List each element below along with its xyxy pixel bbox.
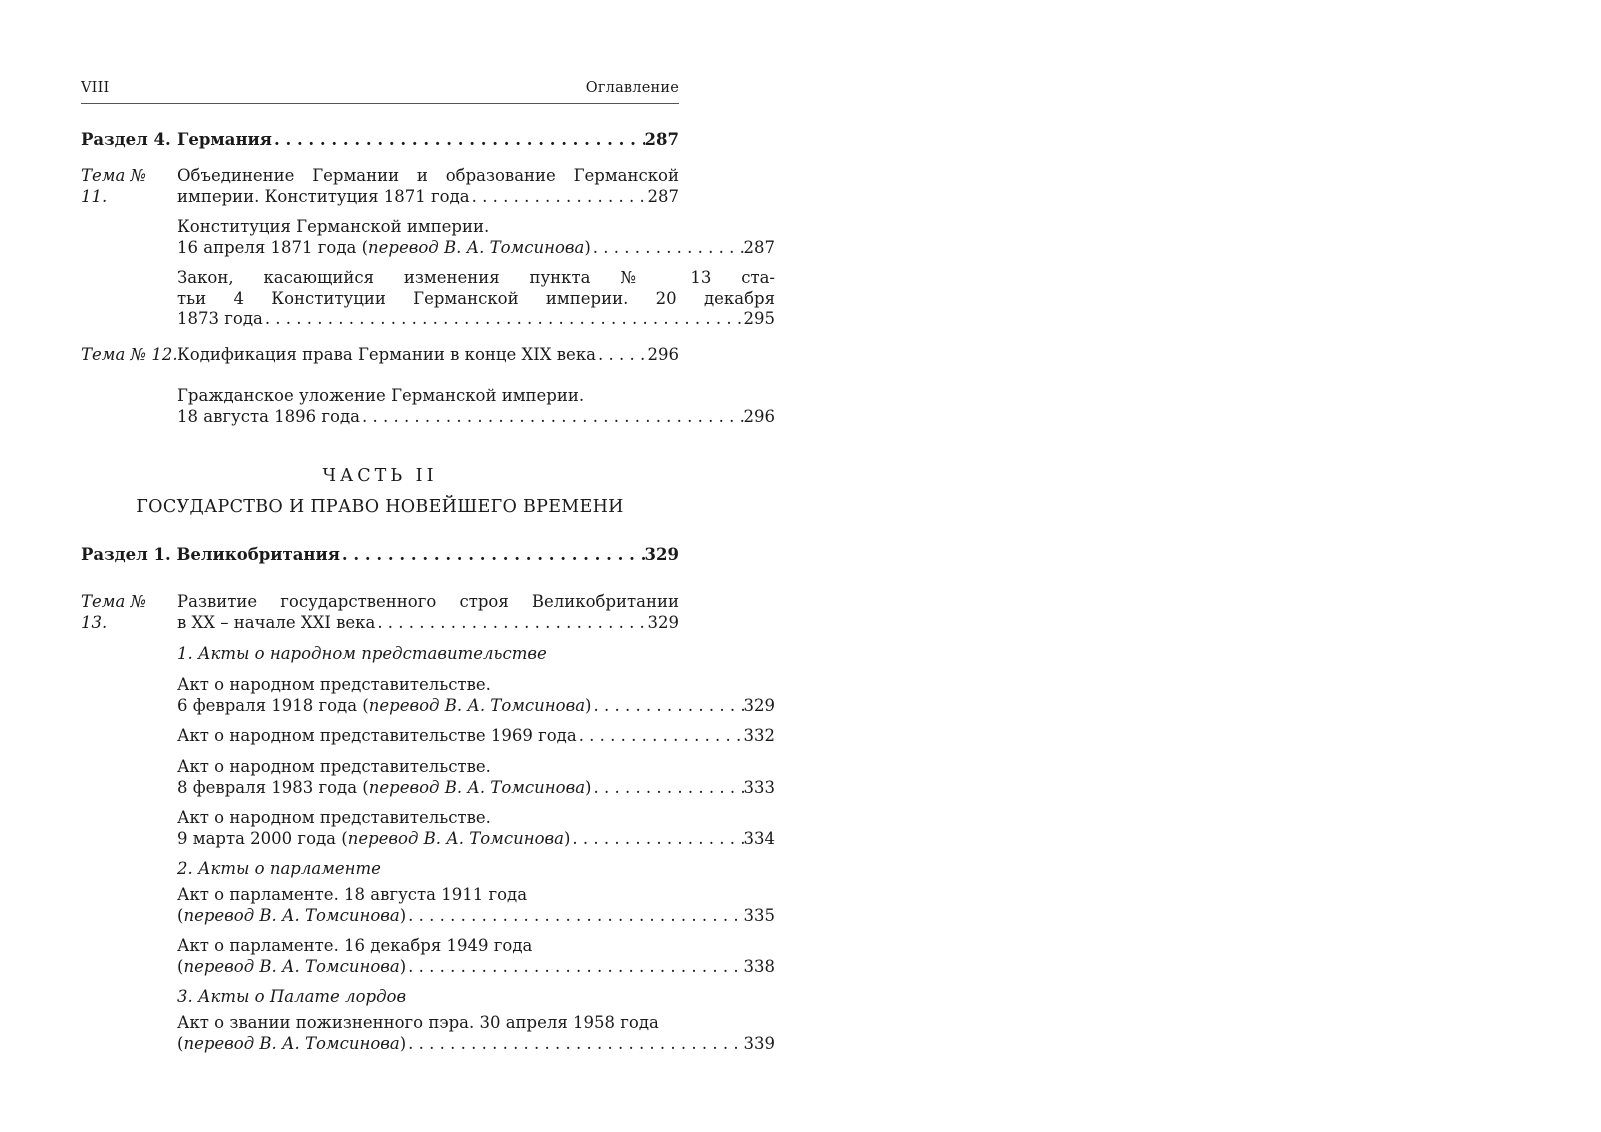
entry-line: 1873 года — [177, 309, 263, 328]
entry-text: 8 февраля 1983 года ( — [177, 777, 369, 797]
page-ref: 332 — [743, 726, 775, 745]
leader-dots — [406, 1034, 743, 1055]
toc-topic-12[interactable] — [81, 345, 679, 366]
part-label: ЧАСТЬ II — [322, 466, 438, 486]
toc-section-1[interactable] — [81, 545, 679, 566]
toc-topic-11[interactable] — [81, 166, 679, 207]
page-ref: 287 — [743, 237, 775, 257]
topic-title-line: Развитие государственного строя Великобритании — [177, 592, 679, 611]
topic-title: Кодификация права Германии в конце XIX века — [177, 345, 596, 364]
group-heading: 2. Акты о парламенте — [177, 859, 381, 878]
translator-note: перевод В. А. Томсинова — [368, 777, 586, 797]
entry-line: Акт о народном представительстве. — [177, 757, 491, 776]
section-title: Германия — [177, 130, 272, 149]
entry-text: 9 марта 2000 года ( — [177, 828, 348, 848]
group-heading: 3. Акты о Палате лордов — [177, 987, 407, 1006]
toc-topic-13[interactable] — [81, 592, 679, 633]
leader-dots — [272, 130, 645, 151]
entry-line: Гражданское уложение Германской империи. — [177, 386, 585, 405]
leader-dots — [570, 829, 743, 850]
section-title: Раздел 1. Великобритания — [81, 545, 340, 564]
entry-line: 18 августа 1896 года — [177, 406, 360, 426]
entry-line: Закон, касающийся изменения пункта № 13 ста- — [177, 268, 775, 287]
leader-dots — [591, 696, 743, 717]
page-ref: 296 — [647, 345, 679, 364]
entry-text: ( — [177, 1033, 184, 1053]
running-header — [81, 78, 679, 99]
leader-dots — [406, 957, 743, 978]
translator-note: перевод В. А. Томсинова — [183, 1033, 400, 1053]
page-ref: 329 — [743, 695, 775, 715]
page-ref: 287 — [644, 130, 679, 149]
toc-entry-constitution-1871[interactable] — [81, 217, 775, 258]
page-number: VIII — [81, 80, 110, 96]
leader-dots — [577, 726, 744, 747]
entry-text: ) — [585, 695, 592, 715]
section-label: Раздел 4. — [81, 130, 171, 149]
entry-line: тьи 4 Конституции Германской империи. 20 декабря — [177, 288, 775, 308]
entry-line: Акт о народном представительстве. — [177, 675, 491, 694]
page-ref: 339 — [743, 1033, 775, 1053]
page-ref: 335 — [743, 905, 775, 925]
entry-text: ) — [585, 777, 592, 797]
entry-line: Акт о звании пожизненного пэра. 30 апреля 1958 года — [177, 1013, 659, 1032]
entry-line: Конституция Германской империи. — [177, 217, 490, 236]
entry-text: ) — [563, 828, 571, 848]
toc-entry-law-1873[interactable] — [81, 268, 775, 330]
toc-entry-act-2000[interactable] — [81, 808, 775, 849]
entry-line: Акт о парламенте. 16 декабря 1949 года — [177, 936, 533, 955]
translator-note: перевод В. А. Томсинова — [183, 956, 400, 976]
toc-entry-civil-code[interactable] — [81, 386, 775, 427]
page-ref: 329 — [647, 612, 679, 632]
entry-line: Акт о народном представительстве. — [177, 808, 491, 827]
leader-dots — [360, 407, 744, 428]
leader-dots — [591, 238, 744, 259]
topic-label: Тема № 12. — [81, 345, 178, 364]
entry-text: ( — [177, 956, 184, 976]
toc-section-4[interactable] — [81, 130, 679, 151]
header-rule — [81, 103, 679, 104]
leader-dots — [340, 545, 645, 566]
topic-label: Тема № 11. — [81, 166, 147, 206]
translator-note: перевод В. А. Томсинова — [183, 905, 400, 925]
entry-line: Акт о народном представительстве 1969 года — [177, 726, 577, 745]
page-ref: 338 — [743, 956, 775, 976]
toc-entry-act-1983[interactable] — [81, 757, 775, 798]
entry-text: ) — [399, 956, 407, 976]
entry-text: ( — [177, 905, 184, 925]
leader-dots — [375, 613, 647, 634]
leader-dots — [470, 187, 648, 208]
group-heading: 1. Акты о народном представительстве — [177, 644, 547, 663]
entry-text: 6 февраля 1918 года ( — [177, 695, 369, 715]
entry-text: ) — [399, 1033, 407, 1053]
toc-entry-act-1918[interactable] — [81, 675, 775, 716]
page-ref: 295 — [743, 309, 775, 328]
page-ref: 334 — [743, 828, 775, 848]
leader-dots — [591, 778, 743, 799]
topic-title-line: империи. Конституция 1871 года — [177, 186, 470, 206]
translator-note: перевод В. А. Томсинова — [368, 237, 585, 257]
topic-title-line: в XX – начале XXI века — [177, 612, 376, 632]
page-ref: 296 — [743, 406, 775, 426]
page-ref: 333 — [743, 777, 775, 797]
leader-dots — [406, 906, 743, 927]
leader-dots — [596, 345, 648, 366]
page-ref: 287 — [647, 186, 679, 206]
entry-text: ) — [399, 905, 407, 925]
toc-entry-life-peerage-1958[interactable] — [81, 1013, 775, 1054]
part-title: ГОСУДАРСТВО И ПРАВО НОВЕЙШЕГО ВРЕМЕНИ — [136, 497, 624, 517]
topic-label: Тема № 13. — [81, 592, 147, 632]
translator-note: перевод В. А. Томсинова — [347, 828, 564, 848]
page-ref: 329 — [644, 545, 679, 564]
leader-dots — [263, 309, 744, 330]
toc-entry-act-1969[interactable] — [81, 726, 775, 747]
topic-title-line: Объединение Германии и образование Германской — [177, 166, 679, 185]
running-title: Оглавление — [585, 80, 679, 96]
toc-entry-parliament-1949[interactable] — [81, 936, 775, 977]
entry-line: Акт о парламенте. 18 августа 1911 года — [177, 885, 528, 904]
entry-text: 16 апреля 1871 года ( — [177, 237, 369, 257]
translator-note: перевод В. А. Томсинова — [368, 695, 586, 715]
toc-entry-parliament-1911[interactable] — [81, 885, 775, 926]
entry-text: ) — [584, 237, 591, 257]
